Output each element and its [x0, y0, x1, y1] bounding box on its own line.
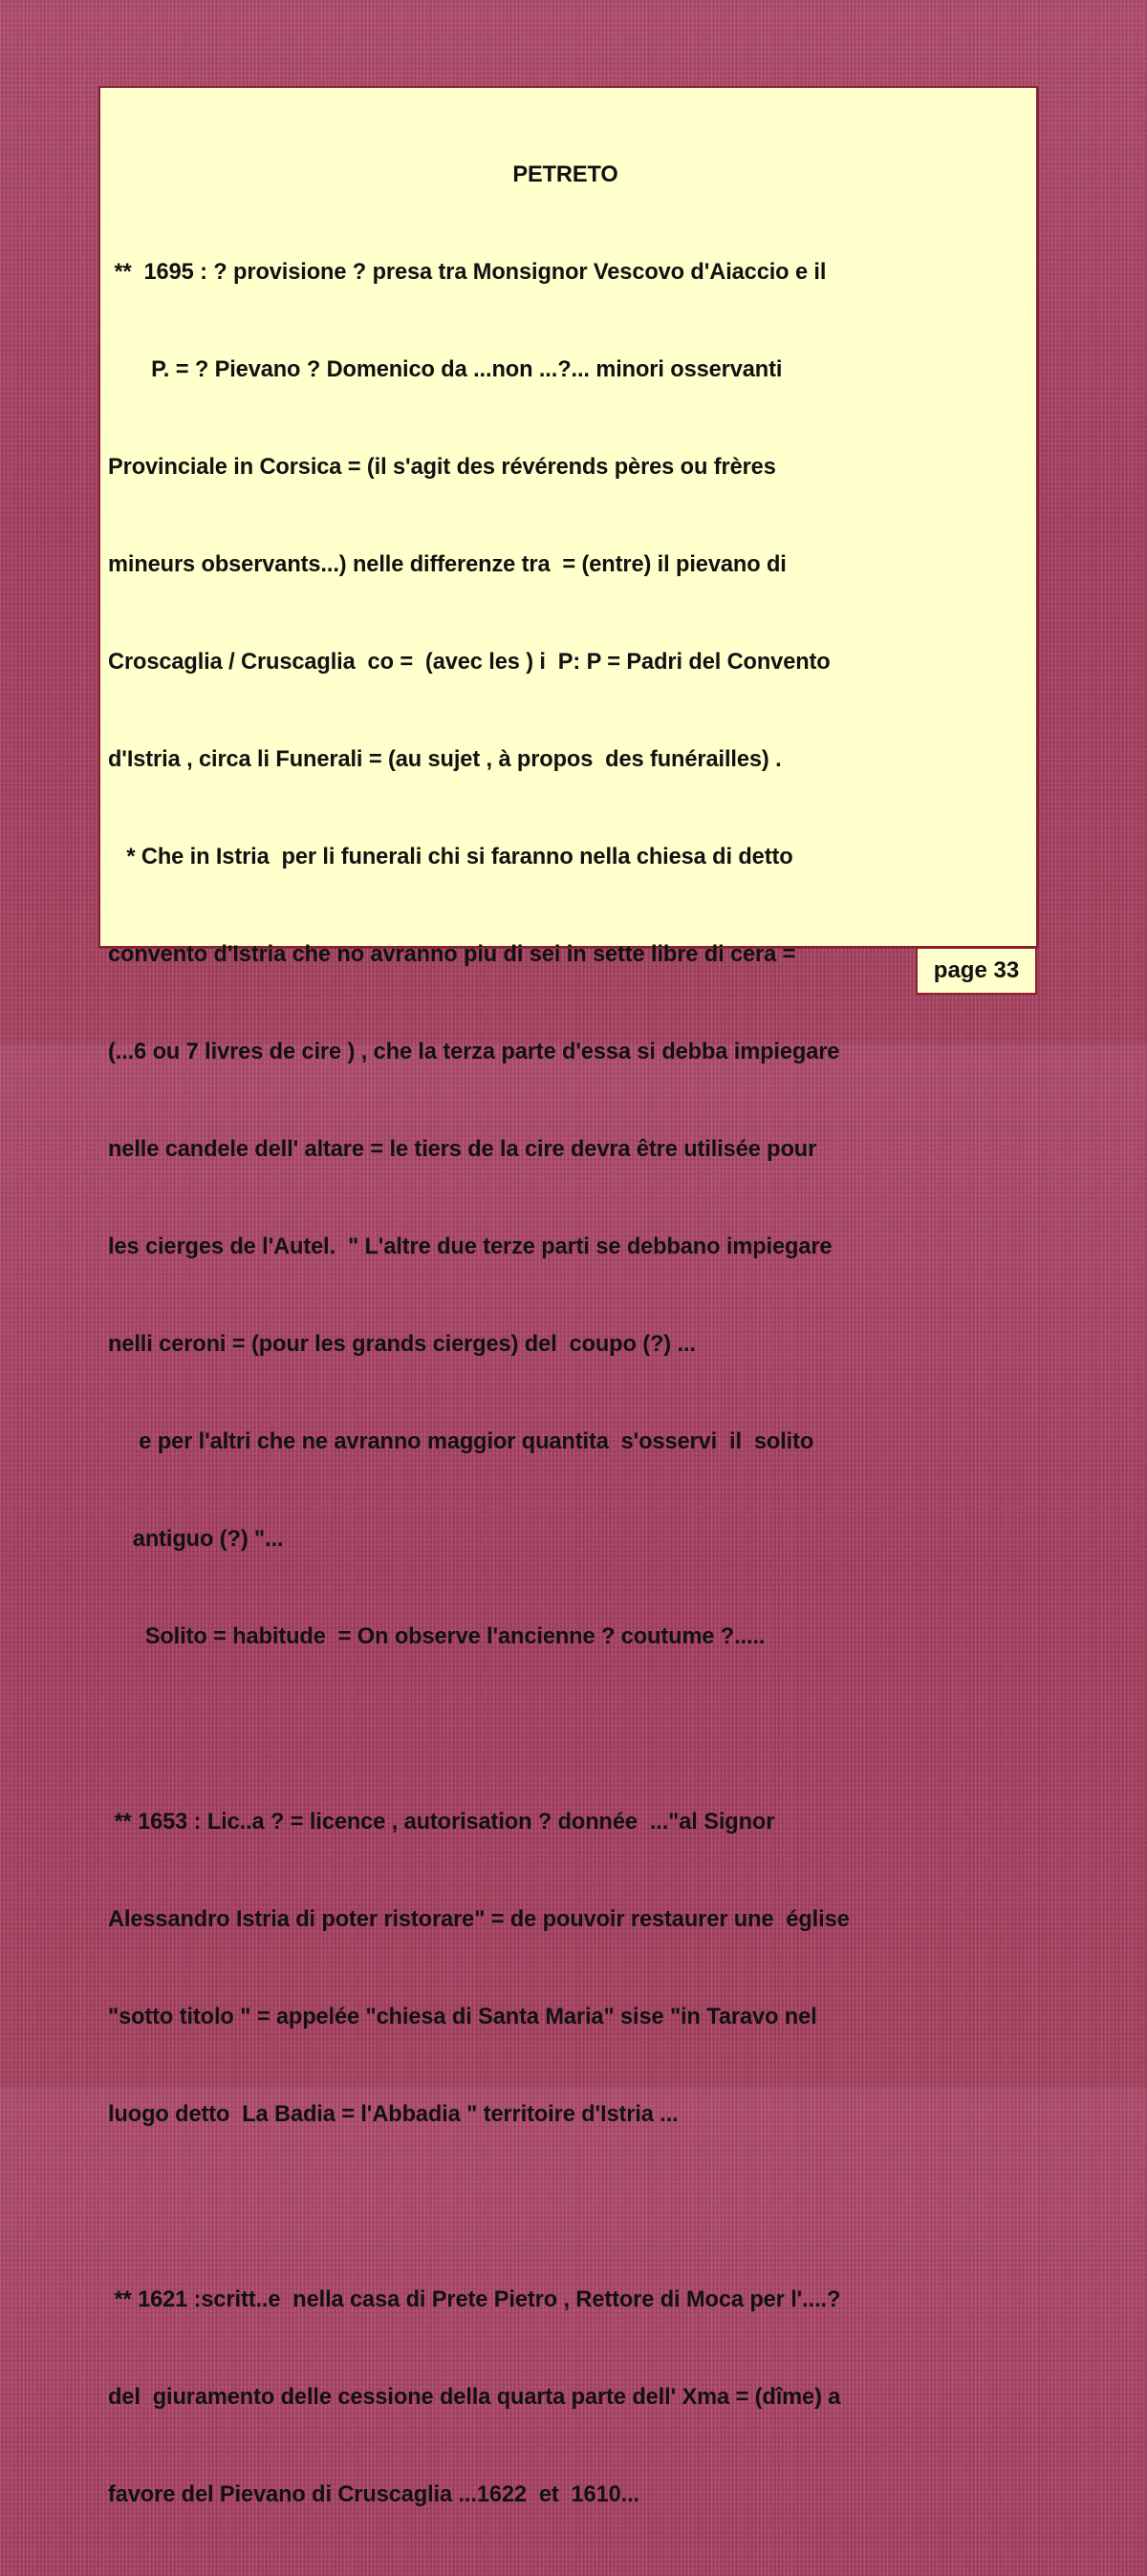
- document-text: [108, 94, 1030, 2576]
- text-line: mineurs observants...) nelle differenze tra = (entre) il pievano di: [108, 552, 787, 577]
- text-line: e per l'altri che ne avranno maggior quantita s'osservi il solito: [108, 1429, 814, 1454]
- text-line: nelli ceroni = (pour les grands cierges) del coupo (?) ...: [108, 1332, 696, 1357]
- text-line: Croscaglia / Cruscaglia co = (avec les ) i P: P = Padri del Convento: [108, 650, 831, 675]
- text-line: luogo detto La Badia = l'Abbadia " territoire d'Istria ...: [108, 2102, 679, 2127]
- text-line: ** 1695 : ? provisione ? presa tra Monsignor Vescovo d'Aiaccio e il: [108, 260, 827, 285]
- text-line: les cierges de l'Autel. " L'altre due terze parti se debbano impiegare: [108, 1234, 833, 1259]
- text-line: Solito = habitude = On observe l'ancienne ? coutume ?.....: [108, 1624, 766, 1649]
- text-line: P. = ? Pievano ? Domenico da ...non ...?... minori osservanti: [108, 357, 783, 382]
- text-line: nelle candele dell' altare = le tiers de la cire devra être utilisée pour: [108, 1137, 817, 1162]
- text-line: Alessandro Istria di poter ristorare" = de pouvoir restaurer une église: [108, 1907, 850, 1932]
- text-line: del giuramento delle cessione della quarta parte dell' Xma = (dîme) a: [108, 2385, 841, 2410]
- paragraph-gap: [108, 1718, 1030, 1741]
- text-line: (...6 ou 7 livres de cire ) , che la terza parte d'essa si debba impiegare: [108, 1040, 840, 1064]
- document-title: PETRETO: [512, 162, 618, 187]
- text-line: d'Istria , circa li Funerali = (au sujet , à propos des funérailles) .: [108, 747, 782, 772]
- paragraph-gap: [108, 2196, 1030, 2219]
- text-line: Provinciale in Corsica = (il s'agit des révérends pères ou frères: [108, 455, 776, 480]
- page-number-label: page 33: [933, 957, 1020, 983]
- text-line: antiguo (?) "...: [108, 1527, 284, 1552]
- text-line: convento d'Istria che no avranno piu di sei in sette libre di cera =: [108, 942, 796, 967]
- page-number-badge: [916, 947, 1037, 995]
- text-line: "sotto titolo " = appelée "chiesa di Santa Maria" sise "in Taravo nel: [108, 2005, 817, 2029]
- text-line: ** 1653 : Lic..a ? = licence , autorisation ? donnée ..."al Signor: [108, 1810, 775, 1835]
- text-line: favore del Pievano di Cruscaglia ...1622 et 1610...: [108, 2482, 639, 2507]
- text-line: ** 1621 :scritt..e nella casa di Prete Pietro , Rettore di Moca per l'....?: [108, 2287, 841, 2312]
- text-line: * Che in Istria per li funerali chi si faranno nella chiesa di detto: [108, 845, 793, 869]
